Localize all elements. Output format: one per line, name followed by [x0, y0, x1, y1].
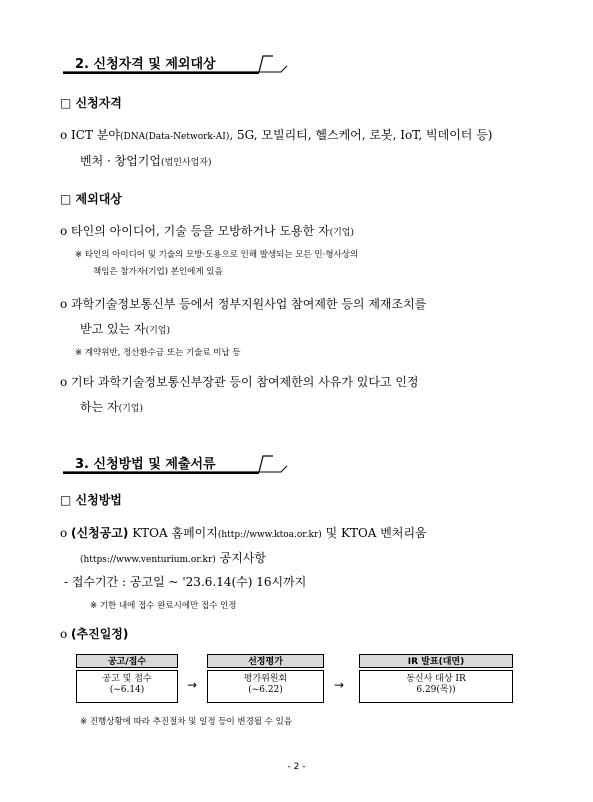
schedule-step-1-body: [76, 670, 178, 703]
ktoa-url: (http://www.ktoa.or.kr): [217, 530, 322, 540]
arrow-icon: →: [187, 678, 198, 692]
exclusion-item-2-line-1: o 과학기술정보통신부 등에서 정부지원사업 참여제한 등의 제재조치를: [60, 297, 427, 311]
method-notice-text-2: 및 KTOA 벤처리움: [321, 526, 427, 540]
exclusion-item-1-suffix: (기업): [329, 228, 355, 238]
exclusion-heading: □ 제외대상: [60, 192, 122, 206]
page-number: - 2 -: [287, 762, 306, 772]
schedule-label: (추진일정): [71, 627, 129, 641]
eligibility-line-2: [80, 152, 212, 169]
section-2-title: 2. 신청자격 및 제외대상: [75, 57, 216, 72]
exclusion-item-3-line-2: [80, 398, 143, 415]
section-3-underline: [63, 452, 290, 474]
exclusion-item-2-line-2: [80, 320, 170, 337]
schedule-step-3-body: [359, 670, 513, 703]
exclusion-note-2: ※ 계약위반, 정산환수금 또는 기술료 미납 등: [75, 348, 241, 358]
exclusion-note-1-line-1: ※ 타인의 아이디어 및 기술의 모방·도용으로 인해 발생되는 모든 민·형사상의: [75, 250, 359, 260]
exclusion-item-1: [60, 222, 354, 239]
schedule-step-2-body: [207, 670, 324, 703]
exclusion-item-3-text: 하는 자: [80, 400, 119, 414]
method-notice-label: (신청공고): [71, 526, 129, 540]
eligibility-line-1: [60, 126, 493, 143]
application-period: - 접수기간 : 공고일 ~ '23.6.14(수) 16시까지: [64, 575, 307, 589]
method-notice-line-1: [60, 524, 427, 541]
eligibility-field: o ICT 분야: [60, 128, 120, 142]
schedule-step-1-line-1: 공고 및 접수: [102, 674, 152, 684]
eligibility-type-detail: (법인사업자): [161, 158, 212, 168]
schedule-step-1-head: 공고/접수: [76, 654, 178, 668]
method-notice-text: KTOA 홈페이지: [128, 526, 218, 540]
eligibility-type: 벤처 · 창업기업: [80, 154, 161, 168]
arrow-icon: →: [334, 678, 345, 692]
exclusion-item-3-line-1: o 기타 과학기술정보통신부장관 등이 참여제한의 사유가 있다고 인정: [60, 375, 419, 389]
venturium-url: (https://www.venturium.or.kr): [80, 555, 216, 565]
eligibility-heading: □ 신청자격: [60, 96, 122, 110]
schedule-step-1-line-2: (~6.14): [109, 685, 145, 695]
section-3-title: 3. 신청방법 및 제출서류: [75, 457, 216, 472]
section-2-underline: [63, 52, 290, 74]
method-notice-text-3: 공지사항: [215, 551, 266, 565]
eligibility-field-rest: , 5G, 모빌리티, 헬스케어, 로봇, IoT, 빅데이터 등): [229, 128, 493, 142]
schedule-note: ※ 진행상황에 따라 추진절차 및 일정 등이 변경될 수 있음: [80, 717, 293, 727]
schedule-step-2-line-1: 평가위원회: [243, 674, 288, 684]
method-notice-line-2: [80, 549, 266, 566]
exclusion-note-1-line-2: 책임은 참가자(기업) 본인에게 있음: [93, 267, 223, 277]
exclusion-item-2-text: 받고 있는 자: [80, 322, 146, 336]
exclusion-item-1-text: o 타인의 아이디어, 기술 등을 모방하거나 도용한 자: [60, 224, 330, 238]
eligibility-field-detail: (DNA(Data-Network-AI): [119, 132, 230, 142]
period-note: ※ 기한 내에 접수 완료시에만 접수 인정: [90, 601, 237, 611]
method-notice-bullet: o: [60, 526, 72, 540]
schedule-step-2-line-2: (~6.22): [248, 685, 283, 695]
schedule-bullet: o: [60, 627, 72, 641]
method-heading: □ 신청방법: [60, 493, 122, 507]
schedule-step-2-head: 선정평가: [207, 654, 324, 668]
exclusion-item-2-suffix: (기업): [145, 326, 171, 336]
schedule-step-3-head: IR 발표(대면): [359, 654, 513, 668]
schedule-step-3-line-1: 동신사 대상 IR: [406, 674, 466, 684]
schedule-heading: [60, 625, 128, 642]
exclusion-item-3-suffix: (기업): [118, 404, 144, 414]
schedule-step-3-line-2: 6.29(목)): [416, 685, 456, 695]
